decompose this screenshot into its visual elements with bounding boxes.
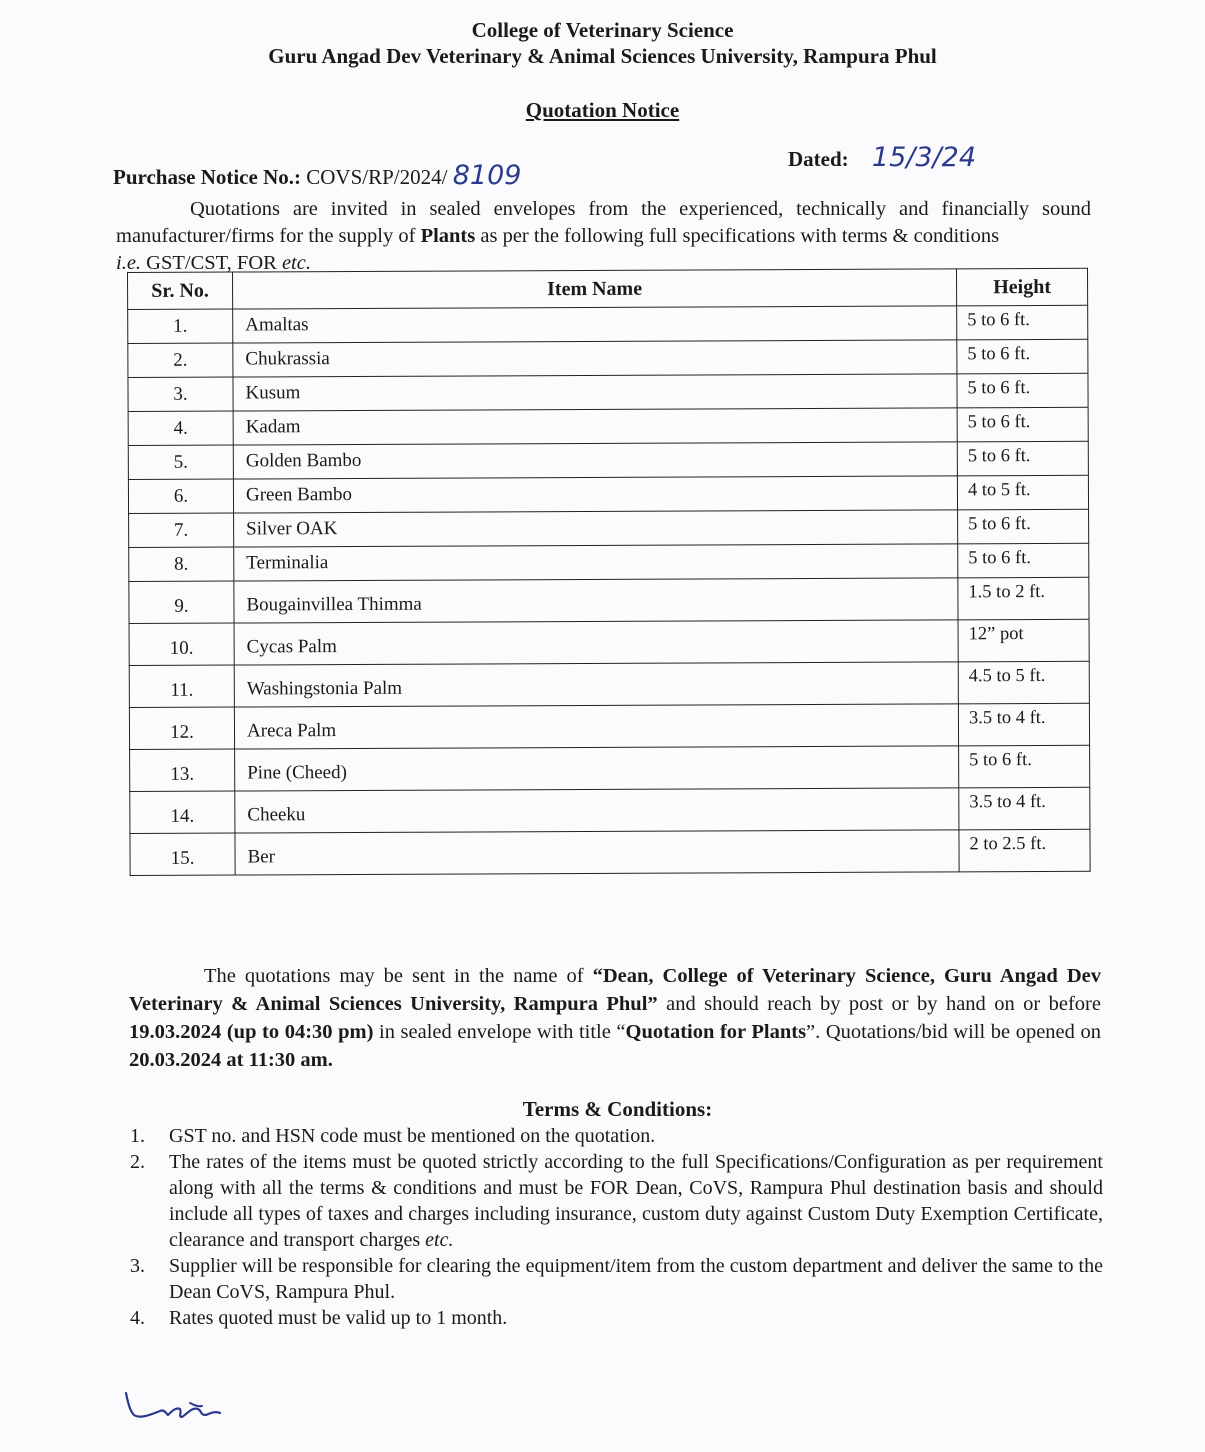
intro-paragraph: [116, 196, 1091, 277]
term-text: Rates quoted must be valid up to 1 month.: [169, 1307, 508, 1329]
cell-item-name: Pine (Cheed): [235, 746, 959, 791]
cell-height: 12” pot: [958, 619, 1089, 662]
closing-text-4: ”. Quotations/bid will be opened on: [806, 1021, 1101, 1043]
term-item: [130, 1305, 1103, 1331]
cell-height: 5 to 6 ft.: [957, 441, 1088, 476]
table-row: [128, 407, 1088, 445]
closing-text-1: The quotations may be sent in the name of: [204, 965, 593, 987]
notice-title-text: Quotation Notice: [525, 98, 680, 122]
closing-text-3: in sealed envelope with title “: [373, 1021, 626, 1043]
header-sr-no: Sr. No.: [128, 272, 233, 309]
cell-sr: 14.: [130, 791, 235, 833]
term-text-etc: etc.: [425, 1229, 454, 1251]
cell-item-name: Silver OAK: [234, 510, 958, 547]
cell-sr: 7.: [129, 513, 234, 547]
cell-item-name: Kadam: [233, 408, 957, 445]
dated-line: [788, 142, 976, 173]
cell-height: 4 to 5 ft.: [957, 475, 1088, 510]
term-number: 3.: [130, 1255, 145, 1277]
cell-sr: 5.: [128, 445, 233, 479]
cell-height: 5 to 6 ft.: [959, 745, 1090, 788]
cell-item-name: Kusum: [233, 374, 957, 411]
notice-title: [0, 98, 1205, 123]
cell-sr: 6.: [128, 479, 233, 513]
term-number: 4.: [130, 1307, 145, 1329]
term-text: Supplier will be responsible for clearing the equipment/item from the custom department and deliver the same to the Dean CoVS, Rampura Phul.: [169, 1255, 1103, 1303]
table-row: [128, 475, 1088, 513]
cell-height: 5 to 6 ft.: [957, 305, 1088, 340]
table-row: [129, 543, 1089, 581]
cell-item-name: Ber: [235, 830, 959, 875]
table-row: [128, 441, 1088, 479]
cell-height: 5 to 6 ft.: [957, 339, 1088, 374]
table-row: [130, 745, 1090, 791]
cell-item-name: Cheeku: [235, 788, 959, 833]
terms-title: Terms & Conditions:: [522, 1097, 713, 1121]
cell-sr: 11.: [129, 665, 234, 707]
intro-bold-plants: Plants: [420, 225, 476, 247]
cell-sr: 12.: [129, 707, 234, 749]
table-row: [128, 305, 1088, 343]
cell-height: 5 to 6 ft.: [957, 407, 1088, 442]
purchase-notice-prefix: COVS/RP/2024/: [306, 165, 448, 189]
cell-item-name: Washingstonia Palm: [234, 662, 958, 707]
college-name: College of Veterinary Science: [471, 18, 734, 42]
closing-paragraph: [129, 962, 1101, 1074]
intro-text-3: GST/CST, FOR: [141, 252, 282, 274]
cell-item-name: Green Bambo: [233, 476, 957, 513]
cell-height: 5 to 6 ft.: [958, 509, 1089, 544]
table-row: [128, 373, 1088, 411]
closing-envelope-title: Quotation for Plants: [625, 1021, 807, 1043]
purchase-notice-line: [113, 160, 521, 191]
table-header-row: [128, 268, 1088, 309]
table-row: [130, 829, 1090, 875]
cell-sr: 1.: [128, 309, 233, 343]
header-height: Height: [956, 268, 1087, 306]
cell-sr: 9.: [129, 581, 234, 623]
cell-sr: 8.: [129, 547, 234, 581]
table-row: [129, 577, 1089, 623]
header-item-name: Item Name: [233, 269, 957, 309]
intro-text-1: Quotations are invited in sealed envelopes from the experienced, technically and financially sound manufacturer/firms for the supply of: [116, 198, 1091, 247]
table-row: [128, 339, 1088, 377]
table-row: [129, 661, 1089, 707]
cell-item-name: Bougainvillea Thimma: [234, 578, 958, 623]
handwritten-notice-number: 8109: [452, 160, 522, 191]
cell-item-name: Amaltas: [233, 306, 957, 343]
term-item: [130, 1123, 1103, 1149]
intro-text-2: as per the following full specifications with terms & conditions: [475, 225, 1000, 247]
cell-sr: 13.: [130, 749, 235, 791]
cell-item-name: Terminalia: [234, 544, 958, 581]
cell-item-name: Areca Palm: [234, 704, 958, 749]
cell-sr: 10.: [129, 623, 234, 665]
dated-label: Dated:: [788, 147, 849, 171]
cell-item-name: Cycas Palm: [234, 620, 958, 665]
purchase-notice-label: Purchase Notice No.:: [113, 165, 301, 189]
closing-opening-date: 20.03.2024 at 11:30 am.: [129, 1049, 333, 1071]
cell-item-name: Chukrassia: [233, 340, 957, 377]
term-text: The rates of the items must be quoted strictly according to the full Specifications/Configuration as per requirement along with all the terms & conditions and must be FOR Dean, CoVS, Rampura Phul destination basis and should include all types of taxes and charges including insurance, custom duty against Custom Duty Exemption Certificate, clearance and transport charges: [169, 1151, 1103, 1251]
intro-ie: i.e.: [116, 252, 142, 274]
cell-height: 1.5 to 2 ft.: [958, 577, 1089, 620]
cell-height: 3.5 to 4 ft.: [958, 703, 1089, 746]
cell-sr: 2.: [128, 343, 233, 377]
handwritten-date: 15/3/24: [871, 142, 976, 173]
table-row: [130, 787, 1090, 833]
closing-addressee: “Dean, College of Veterinary Science, Guru Angad Dev Veterinary & Animal Sciences University, Rampura Phul”: [129, 965, 1101, 1015]
term-item: [130, 1149, 1103, 1253]
intro-etc: etc.: [281, 252, 311, 274]
cell-sr: 15.: [130, 833, 235, 875]
signature-icon: [120, 1385, 230, 1430]
term-number: 2.: [130, 1151, 145, 1173]
table-row: [129, 509, 1089, 547]
cell-height: 3.5 to 4 ft.: [959, 787, 1090, 830]
plants-table: [127, 268, 1091, 876]
cell-height: 2 to 2.5 ft.: [959, 829, 1090, 872]
term-item: [130, 1253, 1103, 1305]
cell-sr: 4.: [128, 411, 233, 445]
closing-text-2: and should reach by post or by hand on or before: [657, 993, 1101, 1015]
cell-sr: 3.: [128, 377, 233, 411]
cell-item-name: Golden Bambo: [233, 442, 957, 479]
closing-deadline: 19.03.2024 (up to 04:30 pm): [129, 1021, 374, 1043]
table-row: [129, 703, 1089, 749]
cell-height: 5 to 6 ft.: [958, 543, 1089, 578]
cell-height: 5 to 6 ft.: [957, 373, 1088, 408]
table-row: [129, 619, 1089, 665]
university-name: Guru Angad Dev Veterinary & Animal Sciences University, Rampura Phul: [268, 44, 937, 68]
term-text: GST no. and HSN code must be mentioned on the quotation.: [169, 1125, 656, 1147]
term-number: 1.: [130, 1125, 145, 1147]
terms-list: [130, 1123, 1103, 1331]
cell-height: 4.5 to 5 ft.: [958, 661, 1089, 704]
